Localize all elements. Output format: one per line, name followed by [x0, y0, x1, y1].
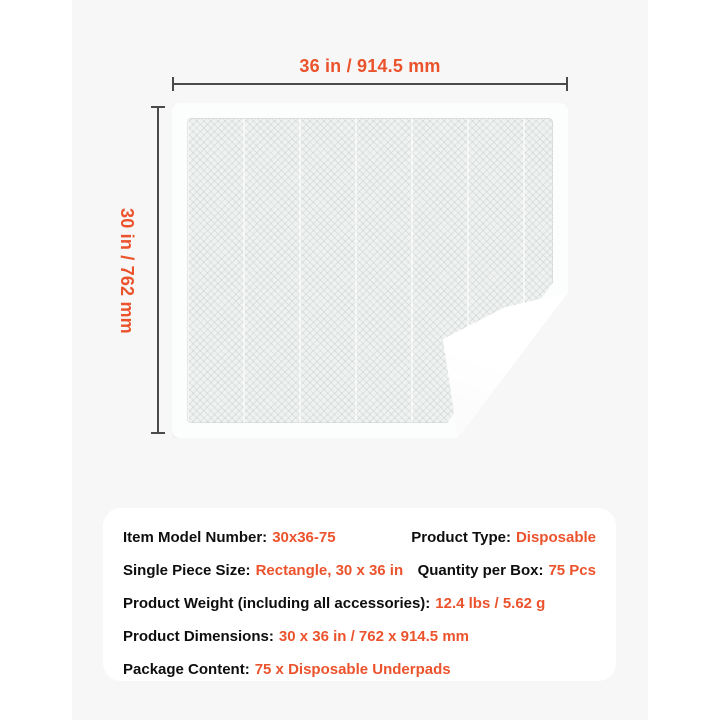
spec-row	[123, 587, 596, 620]
spec-package-content	[123, 661, 451, 678]
spec-label: Product Dimensions:	[123, 628, 274, 645]
spec-value: 30 x 36 in / 762 x 914.5 mm	[278, 628, 469, 645]
spec-value: 75 x Disposable Underpads	[254, 661, 451, 678]
spec-row	[123, 620, 596, 653]
width-dimension-line	[172, 83, 568, 85]
spec-item-model-number	[123, 529, 411, 546]
spec-product-type	[411, 529, 596, 546]
spec-value: 12.4 lbs / 5.62 g	[435, 595, 546, 612]
height-dimension-label: 30 in / 762 mm	[117, 207, 137, 334]
spec-value: 30x36-75	[272, 529, 336, 546]
spec-label: Package Content:	[123, 661, 250, 678]
spec-product-dimensions	[123, 628, 469, 645]
underpad-front	[172, 103, 568, 438]
spec-row	[123, 653, 596, 686]
height-dimension-line	[157, 106, 159, 434]
spec-quantity-per-box	[418, 562, 596, 579]
spec-value: 75 Pcs	[548, 562, 596, 579]
height-dimension-labelwrap	[116, 103, 137, 438]
spec-label: Product Type:	[411, 529, 511, 546]
spec-value: Disposable	[515, 529, 596, 546]
spec-row	[123, 554, 596, 587]
underpad-image	[172, 103, 568, 438]
spec-label: Product Weight (including all accessories):	[123, 595, 431, 612]
spec-label: Quantity per Box:	[417, 562, 544, 579]
spec-single-piece-size	[123, 562, 418, 579]
spec-label: Item Model Number:	[123, 529, 268, 546]
spec-row	[123, 521, 596, 554]
width-dimension-label: 36 in / 914.5 mm	[299, 56, 441, 76]
spec-product-weight	[123, 595, 545, 612]
spec-label: Single Piece Size:	[123, 562, 251, 579]
spec-value: Rectangle, 30 x 36 in	[255, 562, 404, 579]
spec-panel	[103, 508, 616, 681]
